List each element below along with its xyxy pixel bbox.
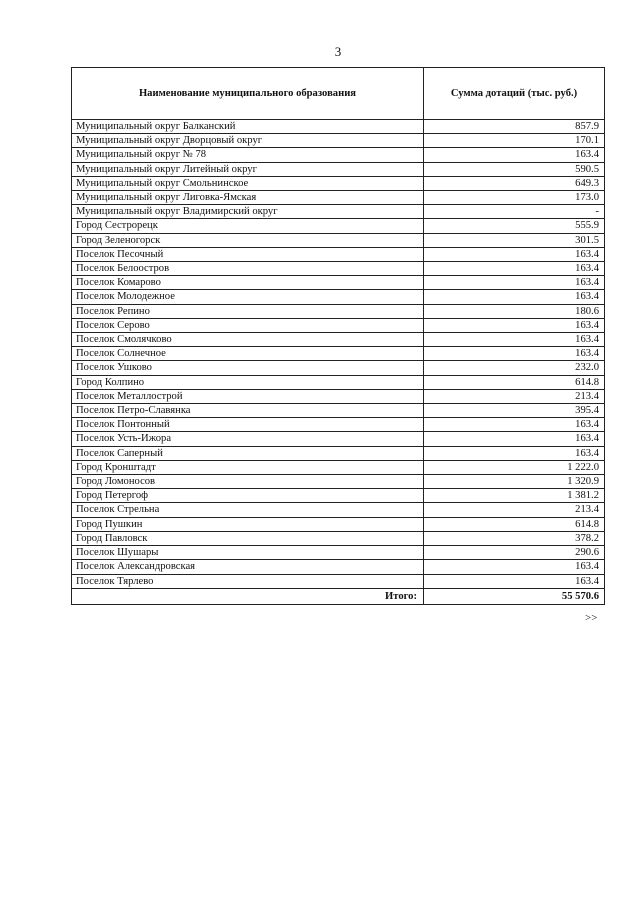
- total-row: [72, 588, 605, 604]
- table-row: [72, 446, 605, 460]
- row-sum: 232.0: [424, 361, 605, 375]
- table-row: [72, 148, 605, 162]
- table-row: [72, 176, 605, 190]
- table-row: [72, 560, 605, 574]
- row-name: Поселок Солнечное: [72, 347, 424, 361]
- table-row: [72, 134, 605, 148]
- row-sum: 649.3: [424, 176, 605, 190]
- row-sum: 163.4: [424, 347, 605, 361]
- table-row: [72, 531, 605, 545]
- continue-mark: >>: [585, 612, 598, 624]
- table-row: [72, 120, 605, 134]
- row-name: Поселок Понтонный: [72, 418, 424, 432]
- row-name: Поселок Саперный: [72, 446, 424, 460]
- row-sum: 163.4: [424, 262, 605, 276]
- table-body: [72, 120, 605, 589]
- row-sum: 170.1: [424, 134, 605, 148]
- total-label: Итого:: [72, 588, 424, 604]
- table-row: [72, 460, 605, 474]
- table-row: [72, 219, 605, 233]
- row-name: Поселок Репино: [72, 304, 424, 318]
- table-row: [72, 333, 605, 347]
- row-name: Муниципальный округ Литейный округ: [72, 162, 424, 176]
- table-row: [72, 361, 605, 375]
- row-sum: 163.4: [424, 276, 605, 290]
- page-number: 3: [334, 44, 342, 59]
- table-row: [72, 162, 605, 176]
- row-name: Поселок Стрельна: [72, 503, 424, 517]
- table-row: [72, 574, 605, 588]
- row-sum: 180.6: [424, 304, 605, 318]
- row-sum: 395.4: [424, 404, 605, 418]
- row-sum: 857.9: [424, 120, 605, 134]
- row-sum: 163.4: [424, 432, 605, 446]
- row-sum: 555.9: [424, 219, 605, 233]
- table-row: [72, 389, 605, 403]
- row-name: Муниципальный округ Балканский: [72, 120, 424, 134]
- row-name: Город Кронштадт: [72, 460, 424, 474]
- row-sum: 1 381.2: [424, 489, 605, 503]
- row-sum: 163.4: [424, 574, 605, 588]
- table-row: [72, 432, 605, 446]
- row-name: Поселок Молодежное: [72, 290, 424, 304]
- row-name: Поселок Усть-Ижора: [72, 432, 424, 446]
- row-name: Поселок Ушково: [72, 361, 424, 375]
- table-row: [72, 318, 605, 332]
- table-row: [72, 262, 605, 276]
- table-row: [72, 517, 605, 531]
- header-sum: [424, 68, 605, 120]
- row-name: Муниципальный округ № 78: [72, 148, 424, 162]
- table-row: [72, 191, 605, 205]
- row-sum: 1 222.0: [424, 460, 605, 474]
- header-sum-text: Сумма дотаций (тыс. руб.): [450, 88, 578, 99]
- table-row: [72, 489, 605, 503]
- row-sum: 163.4: [424, 148, 605, 162]
- table-row: [72, 418, 605, 432]
- row-name: Поселок Тярлево: [72, 574, 424, 588]
- row-name: Город Ломоносов: [72, 475, 424, 489]
- total-sum: 55 570.6: [424, 588, 605, 604]
- row-sum: -: [424, 205, 605, 219]
- header-name-text: Наименование муниципального образования: [138, 88, 357, 99]
- row-sum: 163.4: [424, 560, 605, 574]
- table-row: [72, 404, 605, 418]
- row-sum: 290.6: [424, 546, 605, 560]
- header-name: [72, 68, 424, 120]
- row-name: Поселок Белоостров: [72, 262, 424, 276]
- table-row: [72, 503, 605, 517]
- row-name: Поселок Петро-Славянка: [72, 404, 424, 418]
- row-sum: 1 320.9: [424, 475, 605, 489]
- table-header-row: [72, 68, 605, 120]
- row-name: Город Зеленогорск: [72, 233, 424, 247]
- row-name: Муниципальный округ Дворцовый округ: [72, 134, 424, 148]
- row-sum: 163.4: [424, 446, 605, 460]
- row-sum: 213.4: [424, 503, 605, 517]
- table-row: [72, 347, 605, 361]
- row-sum: 163.4: [424, 318, 605, 332]
- row-name: Город Сестрорецк: [72, 219, 424, 233]
- row-sum: 163.4: [424, 418, 605, 432]
- row-name: Город Колпино: [72, 375, 424, 389]
- row-name: Город Петергоф: [72, 489, 424, 503]
- row-sum: 590.5: [424, 162, 605, 176]
- row-name: Поселок Песочный: [72, 247, 424, 261]
- table-row: [72, 290, 605, 304]
- row-sum: 614.8: [424, 375, 605, 389]
- row-name: Поселок Александровская: [72, 560, 424, 574]
- row-sum: 301.5: [424, 233, 605, 247]
- table-row: [72, 276, 605, 290]
- table-row: [72, 546, 605, 560]
- table-row: [72, 375, 605, 389]
- row-sum: 163.4: [424, 333, 605, 347]
- table-row: [72, 475, 605, 489]
- row-sum: 614.8: [424, 517, 605, 531]
- row-name: Город Пушкин: [72, 517, 424, 531]
- row-name: Поселок Смолячково: [72, 333, 424, 347]
- row-sum: 163.4: [424, 247, 605, 261]
- row-name: Муниципальный округ Владимирский округ: [72, 205, 424, 219]
- row-name: Поселок Металлострой: [72, 389, 424, 403]
- table-row: [72, 205, 605, 219]
- row-name: Поселок Шушары: [72, 546, 424, 560]
- row-name: Поселок Серово: [72, 318, 424, 332]
- row-name: Поселок Комарово: [72, 276, 424, 290]
- table-row: [72, 233, 605, 247]
- row-sum: 213.4: [424, 389, 605, 403]
- row-name: Муниципальный округ Смольнинское: [72, 176, 424, 190]
- subsidy-table: [71, 67, 605, 605]
- row-sum: 173.0: [424, 191, 605, 205]
- table-row: [72, 247, 605, 261]
- row-sum: 163.4: [424, 290, 605, 304]
- row-sum: 378.2: [424, 531, 605, 545]
- table-row: [72, 304, 605, 318]
- row-name: Город Павловск: [72, 531, 424, 545]
- row-name: Муниципальный округ Лиговка-Ямская: [72, 191, 424, 205]
